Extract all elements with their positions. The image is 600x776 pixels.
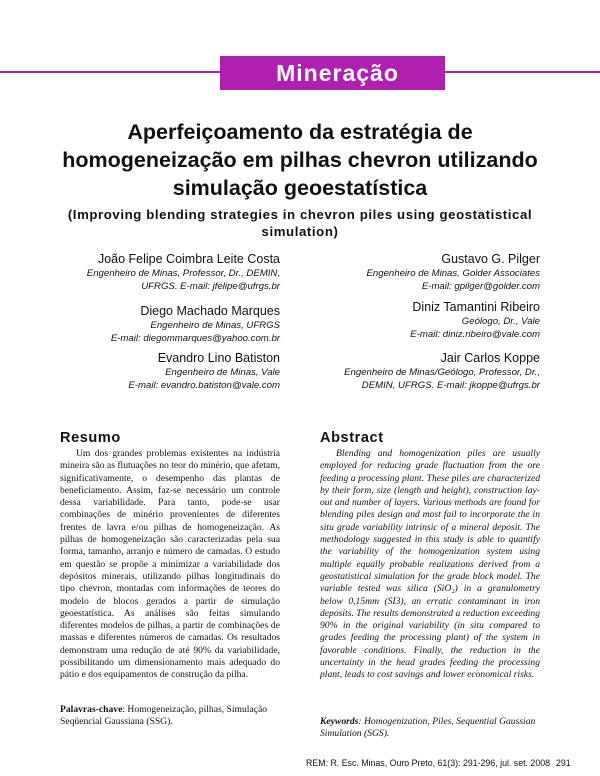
- author-email: E-mail: diegommarques@yahoo.com.br: [110, 333, 280, 344]
- resumo-paragraph: Um dos grandes problemas existentes na indústria mineira são as flutuações no teor do minério, que afetam, significativamente, o desempenho das plantas de beneficiamento. Assim, faz-se necessário um controle dessa variabilidade. Para tanto, pode-se usar combinações de minério provenientes de diferentes frentes de lavra e/ou pilhas de homogeneização. As pilhas de homogeneização são caracterizadas pela sua forma, tamanho, arranjo e número de camadas. O estudo em questão se propõe a minimizar a variabilidade dos depósitos minerais, utilizando pilhas longitudinais do tipo chevron, montadas com informações de teores do modelo de blocos gerados a partir de simulação geoestatística. As análises são feitas simulando diferentes modelos de pilhas, a partir de combinações de massas e diferentes números de camadas. Os resultados demonstram uma redução de até 90% da variabilidade, possibilitando um dimensionamento mais adequado do pátio e dos equipamentos de construção da pilha.: [60, 448, 280, 681]
- page-number: 291: [556, 758, 571, 768]
- keywords-list: : Homogenization, Piles, Sequential Gaussian Simulation (SGS).: [320, 716, 536, 740]
- author-name: João Felipe Coimbra Leite Costa: [97, 252, 280, 266]
- author-block: [310, 252, 540, 293]
- author-affiliation: Geólogo, Dr., Vale: [461, 316, 540, 327]
- keywords-list: : Homogeneização, pilhas, Simulação Seqüencial Gaussiana (SSG).: [60, 704, 268, 728]
- keywords-label: Palavras-chave: [60, 704, 123, 715]
- author-block: [60, 304, 280, 345]
- author-name: Diniz Tamantini Ribeiro: [412, 300, 540, 314]
- resumo-body: [60, 448, 280, 682]
- author-affiliation: Engenheiro de Minas, UFRGS: [150, 320, 280, 331]
- journal-citation: REM: R. Esc. Minas, Ouro Preto, 61(3): 291-296, jul. set. 2008: [306, 758, 550, 768]
- author-email: DEMIN, UFRGS. E-mail: jkoppe@ufrgs.br: [361, 380, 540, 391]
- section-header: [0, 0, 600, 86]
- author-block: [310, 351, 540, 392]
- article-subtitle: (Improving blending strategies in chevron piles using geostatistical simulation): [67, 207, 533, 239]
- author-affiliation: Engenheiro de Minas, Professor, Dr., DEMIN,: [86, 268, 280, 279]
- section-label: Mineração: [276, 60, 399, 86]
- author-email: E-mail: gpilger@golder.com: [421, 281, 540, 292]
- article-title: Aperfeiçoamento da estratégia de homogeneização em pilhas chevron utilizando simulação geoestatística: [62, 120, 538, 200]
- author-affiliation: Engenheiro de Minas/Geólogo, Professor, Dr.,: [344, 367, 540, 378]
- author-block: [310, 300, 540, 341]
- author-name: Jair Carlos Koppe: [440, 351, 540, 365]
- resumo-heading: Resumo: [60, 430, 121, 446]
- author-name: Diego Machado Marques: [140, 304, 280, 318]
- author-name: Evandro Lino Batiston: [157, 351, 280, 365]
- abstract-heading: Abstract: [320, 430, 384, 446]
- author-affiliation: Engenheiro de Minas, Vale: [165, 367, 280, 378]
- keywords-label: Keywords: [320, 716, 359, 727]
- author-name: Gustavo G. Pilger: [441, 252, 540, 266]
- abstract-paragraph: Blending and homogenization piles are usually employed for reducing grade fluctuation from the ore feeding a processing plant. These piles are characterized by their form, size (length and height), construction lay-out and number of layers. Various methods are found for blending piles design and most fail to incorporate the in situ grade variability intrinsic of a mineral deposit. The methodology suggested in this study is able to quantify the variability of the homogenization system using multiple equally probable realizations derived from a geostatistical simulation for the grade block model. The variable tested was silica (SiO₂) in a granulometry below 0,15mm (SI3), an erratic contaminant in iron deposits. The results demonstrated a reduction exceeding 90% in the original variability (in situ compared to grades feeding the processing plant) of the system in favorable conditions. Finally, the reduction in the uncertainty in the head grades feeding the processing plant, leads to cost savings and lower economical risks.: [320, 448, 540, 681]
- author-affiliation: Engenheiro de Minas, Golder Associates: [366, 268, 540, 279]
- author-block: [60, 252, 280, 293]
- author-block: [60, 351, 280, 392]
- author-email: E-mail: evandro.batiston@vale.com: [128, 380, 280, 391]
- abstract-body: [320, 448, 540, 682]
- author-email: UFRGS. E-mail: jfelipe@ufrgs.br: [141, 281, 280, 292]
- abstract-keywords: [320, 716, 540, 741]
- resumo-keywords: [60, 704, 280, 729]
- author-email: E-mail: diniz.ribeiro@vale.com: [410, 329, 540, 340]
